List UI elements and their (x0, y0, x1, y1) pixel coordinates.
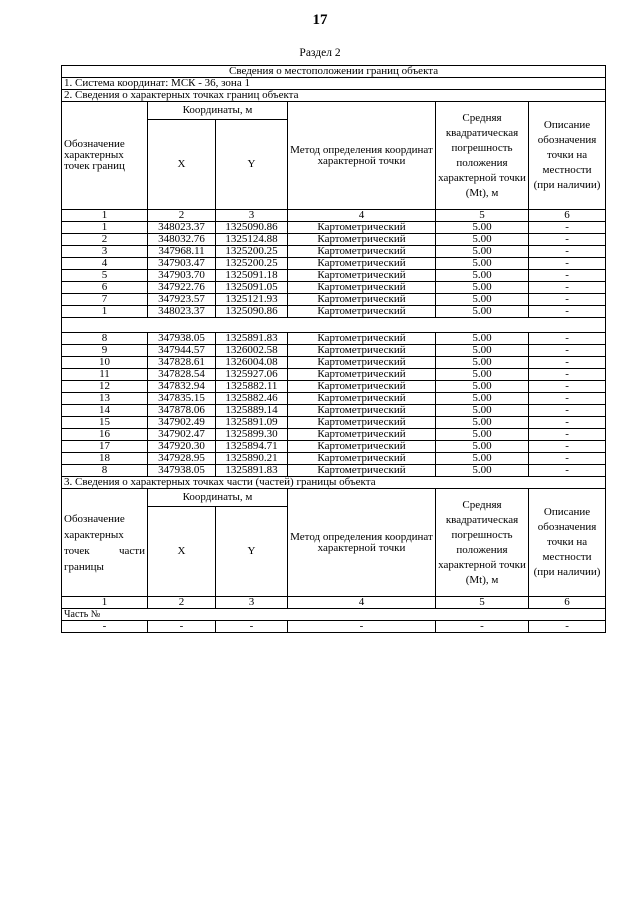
column-numbers-row (62, 210, 606, 222)
column-number-5: 5 (436, 597, 529, 609)
column-number-4: 4 (288, 597, 436, 609)
table-cell-5: 5.00 (436, 357, 529, 369)
header-error-part: Средняя квадратическая погрешность положения характерной точки (Mt), м (436, 489, 529, 597)
table-row (62, 306, 606, 318)
table-cell-4: Картометрический (288, 282, 436, 294)
table-cell-3: 1326002.58 (216, 345, 288, 357)
table-cell-6: - (529, 453, 606, 465)
column-numbers-row (62, 597, 606, 609)
table-cell-6: - (529, 234, 606, 246)
table-cell-6: - (529, 417, 606, 429)
table-row (62, 417, 606, 429)
column-number-3: 3 (216, 210, 288, 222)
table-cell-6: - (529, 465, 606, 477)
table-cell-3: 1325891.83 (216, 465, 288, 477)
table-cell-3: 1325894.71 (216, 441, 288, 453)
header-y-part: Y (216, 507, 288, 597)
part-cell-2: - (148, 621, 216, 633)
table-cell-1: 8 (62, 333, 148, 345)
table-cell-2: 348023.37 (148, 306, 216, 318)
column-number-2: 2 (148, 597, 216, 609)
table-cell-1: 2 (62, 234, 148, 246)
table-cell-5: 5.00 (436, 258, 529, 270)
header-x-part: X (148, 507, 216, 597)
table-row (62, 282, 606, 294)
table-cell-1: 18 (62, 453, 148, 465)
table-cell-3: 1325121.93 (216, 294, 288, 306)
table-row (62, 393, 606, 405)
header-point-label: Обозначение характерных точек границ (62, 102, 148, 210)
table-row (62, 357, 606, 369)
table-cell-4: Картометрический (288, 405, 436, 417)
header-x: X (148, 120, 216, 210)
table-cell-3: 1325200.25 (216, 246, 288, 258)
table-cell-2: 347902.47 (148, 429, 216, 441)
column-number-3: 3 (216, 597, 288, 609)
table-cell-5: 5.00 (436, 369, 529, 381)
column-number-5: 5 (436, 210, 529, 222)
table-cell-2: 347928.95 (148, 453, 216, 465)
part-cell-6: - (529, 621, 606, 633)
table-cell-1: 9 (62, 345, 148, 357)
table-cell-4: Картометрический (288, 465, 436, 477)
table-cell-4: Картометрический (288, 453, 436, 465)
table-cell-4: Картометрический (288, 270, 436, 282)
table-cell-1: 6 (62, 282, 148, 294)
table-cell-6: - (529, 222, 606, 234)
table-cell-2: 347938.05 (148, 333, 216, 345)
table-cell-1: 16 (62, 429, 148, 441)
table-cell-4: Картометрический (288, 393, 436, 405)
table-cell-2: 348032.76 (148, 234, 216, 246)
table-cell-2: 347944.57 (148, 345, 216, 357)
table-cell-4: Картометрический (288, 306, 436, 318)
table-cell-5: 5.00 (436, 234, 529, 246)
table-cell-5: 5.00 (436, 417, 529, 429)
table-cell-4: Картометрический (288, 234, 436, 246)
table-row (62, 333, 606, 345)
table-cell-1: 14 (62, 405, 148, 417)
page-number: 17 (312, 12, 328, 28)
table-cell-5: 5.00 (436, 282, 529, 294)
table-cell-3: 1325090.86 (216, 306, 288, 318)
table-cell-4: Картометрический (288, 333, 436, 345)
table-cell-1: 7 (62, 294, 148, 306)
table-cell-3: 1325890.21 (216, 453, 288, 465)
table-cell-2: 347903.47 (148, 258, 216, 270)
table-cell-1: 1 (62, 222, 148, 234)
table-cell-1: 1 (62, 306, 148, 318)
table-cell-4: Картометрический (288, 345, 436, 357)
table-cell-2: 347903.70 (148, 270, 216, 282)
table-cell-6: - (529, 381, 606, 393)
table-cell-6: - (529, 270, 606, 282)
table-cell-5: 5.00 (436, 465, 529, 477)
table-cell-6: - (529, 294, 606, 306)
table-cell-6: - (529, 282, 606, 294)
table-cell-6: - (529, 345, 606, 357)
table-cell-4: Картометрический (288, 369, 436, 381)
table-cell-5: 5.00 (436, 393, 529, 405)
table-cell-5: 5.00 (436, 429, 529, 441)
table-cell-6: - (529, 357, 606, 369)
table-cell-5: 5.00 (436, 453, 529, 465)
table-cell-3: 1325200.25 (216, 258, 288, 270)
table-cell-4: Картометрический (288, 246, 436, 258)
part-label: Часть № (62, 609, 606, 621)
table-row (62, 222, 606, 234)
table-row (62, 465, 606, 477)
table-cell-1: 4 (62, 258, 148, 270)
table-cell-6: - (529, 393, 606, 405)
table-cell-5: 5.00 (436, 270, 529, 282)
table-cell-2: 348023.37 (148, 222, 216, 234)
table-cell-5: 5.00 (436, 441, 529, 453)
column-number-6: 6 (529, 597, 606, 609)
table-cell-3: 1325090.86 (216, 222, 288, 234)
table-cell-4: Картометрический (288, 357, 436, 369)
table-cell-4: Картометрический (288, 417, 436, 429)
table-cell-6: - (529, 441, 606, 453)
empty-separator-row (62, 318, 606, 333)
table-row (62, 246, 606, 258)
column-number-1: 1 (62, 210, 148, 222)
table-cell-4: Картометрический (288, 441, 436, 453)
table-cell-6: - (529, 333, 606, 345)
header-y: Y (216, 120, 288, 210)
table-cell-3: 1325891.09 (216, 417, 288, 429)
column-number-1: 1 (62, 597, 148, 609)
table-cell-1: 12 (62, 381, 148, 393)
header-method: Метод определения координат характерной точки (288, 102, 436, 210)
table-cell-3: 1325889.14 (216, 405, 288, 417)
column-number-2: 2 (148, 210, 216, 222)
table-row (62, 369, 606, 381)
table-cell-3: 1325091.18 (216, 270, 288, 282)
table-cell-4: Картометрический (288, 222, 436, 234)
table-cell-3: 1325124.88 (216, 234, 288, 246)
table-cell-2: 347878.06 (148, 405, 216, 417)
table-cell-3: 1325891.83 (216, 333, 288, 345)
table-cell-5: 5.00 (436, 345, 529, 357)
section-label: Раздел 2 (299, 47, 341, 59)
table-cell-5: 5.00 (436, 333, 529, 345)
part-cell-4: - (288, 621, 436, 633)
table-cell-2: 347920.30 (148, 441, 216, 453)
table-title: Сведения о местоположении границ объекта (62, 66, 606, 78)
table-cell-2: 347968.11 (148, 246, 216, 258)
section3-title: 3. Сведения о характерных точках части (частей) границы объекта (62, 477, 606, 489)
table-cell-2: 347902.49 (148, 417, 216, 429)
part-cell-5: - (436, 621, 529, 633)
table-cell-3: 1325091.05 (216, 282, 288, 294)
section2-title: 2. Сведения о характерных точках границ объекта (62, 90, 606, 102)
table-cell-2: 347835.15 (148, 393, 216, 405)
table-cell-4: Картометрический (288, 258, 436, 270)
table-cell-6: - (529, 429, 606, 441)
table-cell-1: 11 (62, 369, 148, 381)
table-cell-5: 5.00 (436, 405, 529, 417)
column-number-6: 6 (529, 210, 606, 222)
table-cell-1: 15 (62, 417, 148, 429)
table-cell-3: 1325882.11 (216, 381, 288, 393)
table-cell-1: 3 (62, 246, 148, 258)
table-row (62, 453, 606, 465)
table-row (62, 405, 606, 417)
table-row (62, 270, 606, 282)
table-cell-3: 1325927.06 (216, 369, 288, 381)
table-cell-2: 347923.57 (148, 294, 216, 306)
table-cell-1: 13 (62, 393, 148, 405)
table-row (62, 234, 606, 246)
table-cell-6: - (529, 405, 606, 417)
header-point-label-part (62, 489, 148, 597)
table-cell-3: 1325899.30 (216, 429, 288, 441)
table-cell-4: Картометрический (288, 294, 436, 306)
table-row (62, 294, 606, 306)
table-cell-4: Картометрический (288, 381, 436, 393)
table-cell-6: - (529, 306, 606, 318)
header-method-part: Метод определения координат характерной точки (288, 489, 436, 597)
part-cell-1: - (62, 621, 148, 633)
header-description-part: Описание обозначения точки на местности (при наличии) (529, 489, 606, 597)
table-cell-1: 17 (62, 441, 148, 453)
header-description: Описание обозначения точки на местности (при наличии) (529, 102, 606, 210)
table-row (62, 345, 606, 357)
table-cell-1: 5 (62, 270, 148, 282)
table-cell-6: - (529, 258, 606, 270)
table-cell-3: 1326004.08 (216, 357, 288, 369)
column-number-4: 4 (288, 210, 436, 222)
table-cell-5: 5.00 (436, 246, 529, 258)
table-cell-2: 347832.94 (148, 381, 216, 393)
table-cell-1: 10 (62, 357, 148, 369)
table-row (62, 381, 606, 393)
table-cell-2: 347828.54 (148, 369, 216, 381)
table-cell-5: 5.00 (436, 294, 529, 306)
table-cell-3: 1325882.46 (216, 393, 288, 405)
table-cell-5: 5.00 (436, 306, 529, 318)
table-cell-2: 347938.05 (148, 465, 216, 477)
table-cell-1: 8 (62, 465, 148, 477)
header-point-label-part-text: Обозначение характерных точек части границы (64, 512, 145, 573)
table-row (62, 429, 606, 441)
part-cell-3: - (216, 621, 288, 633)
header-coords: Координаты, м (148, 102, 288, 120)
table-cell-2: 347828.61 (148, 357, 216, 369)
table-cell-5: 5.00 (436, 381, 529, 393)
part-row (62, 621, 606, 633)
table-row (62, 258, 606, 270)
table-cell-4: Картометрический (288, 429, 436, 441)
coord-system: 1. Система координат: МСК - 36, зона 1 (62, 78, 606, 90)
header-coords-part: Координаты, м (148, 489, 288, 507)
boundary-table (61, 65, 606, 633)
table-cell-5: 5.00 (436, 222, 529, 234)
table-cell-2: 347922.76 (148, 282, 216, 294)
table-row (62, 441, 606, 453)
table-cell-6: - (529, 246, 606, 258)
table-cell-6: - (529, 369, 606, 381)
header-error: Средняя квадратическая погрешность положения характерной точки (Mt), м (436, 102, 529, 210)
